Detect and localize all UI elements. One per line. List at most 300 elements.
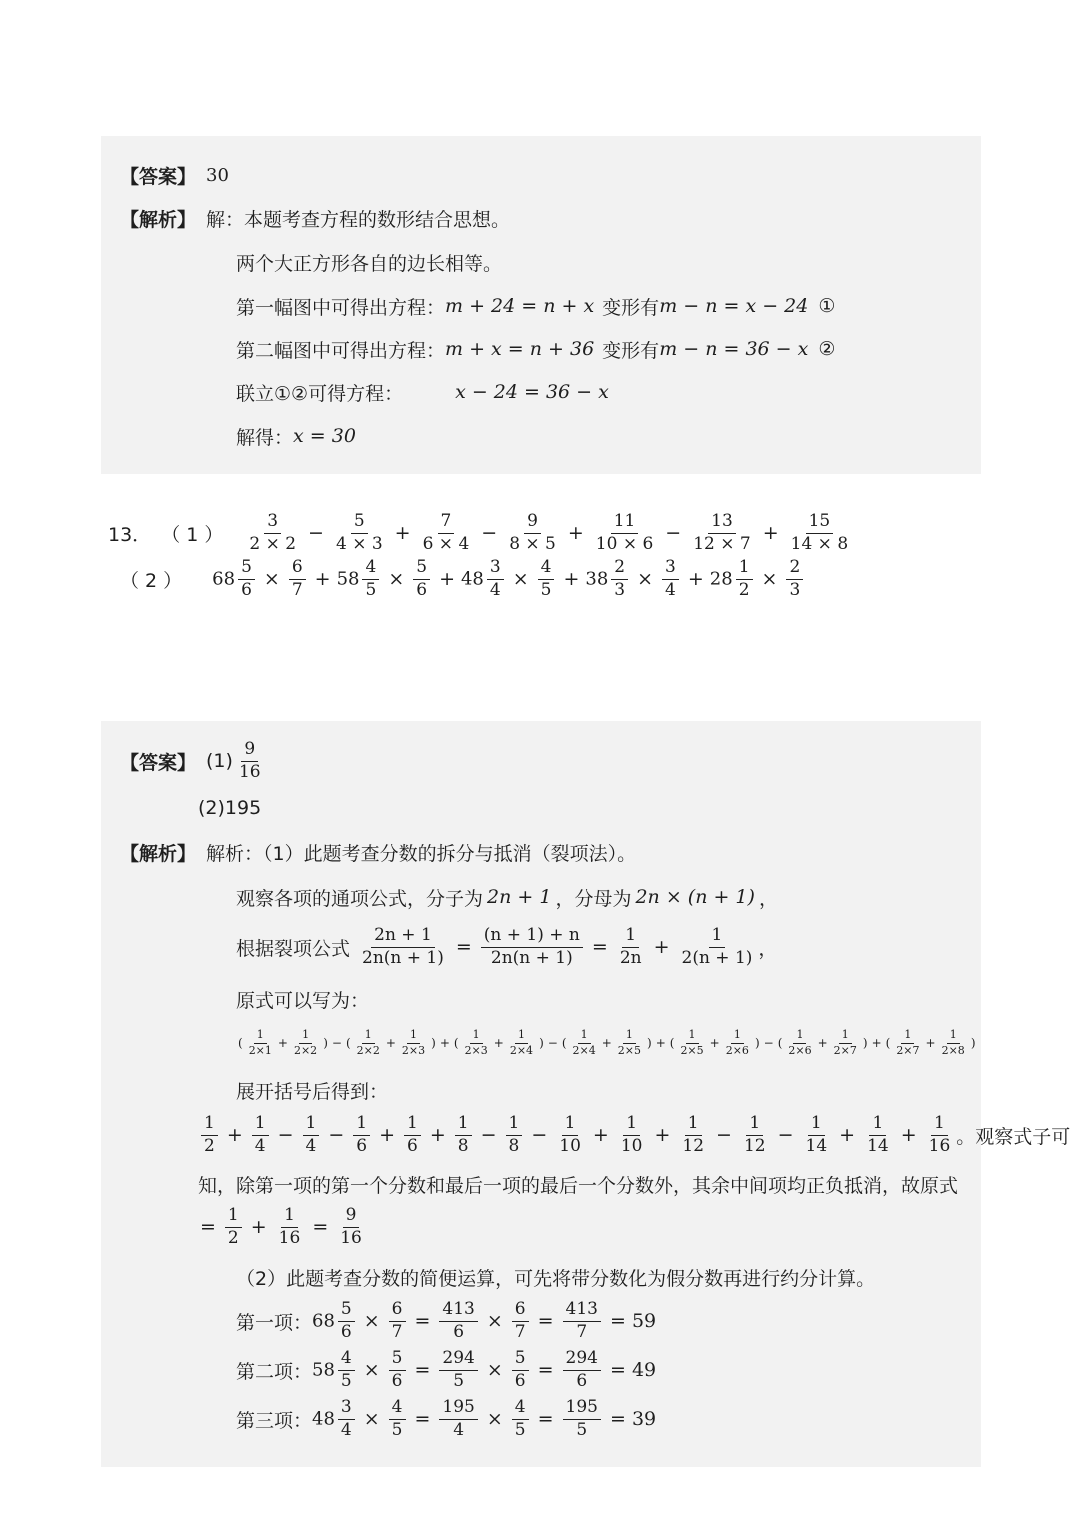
denominator: 14 <box>867 1135 889 1156</box>
expression <box>198 1114 956 1156</box>
operator: = <box>414 1309 431 1332</box>
operator: + <box>709 1035 720 1050</box>
denominator: 6 <box>576 1370 588 1391</box>
fraction <box>556 1114 584 1156</box>
fraction <box>506 512 559 554</box>
fraction <box>506 1114 523 1156</box>
denominator: 6 <box>514 1370 526 1391</box>
operator: = <box>414 1407 431 1430</box>
numerator: 1 <box>901 1029 914 1044</box>
numerator: 3 <box>662 558 679 580</box>
fraction <box>487 558 504 600</box>
expression <box>233 740 267 782</box>
rewrite-line <box>236 979 369 1019</box>
numerator: 1 <box>709 926 726 948</box>
numerator: 2n + 1 <box>371 926 435 948</box>
analysis-row <box>120 832 636 872</box>
denominator: 4 <box>254 1135 266 1156</box>
numerator: 3 <box>264 512 281 534</box>
fraction <box>690 512 754 554</box>
fraction <box>615 1029 644 1057</box>
operator: − <box>763 1035 774 1050</box>
denominator: 16 <box>928 1135 951 1156</box>
denominator: 8 × 5 <box>509 533 556 554</box>
denominator: 14 <box>805 1135 828 1156</box>
numerator: 1 <box>623 1029 636 1044</box>
operator: = 49 <box>610 1358 657 1381</box>
analysis-text: 变形有 <box>602 296 660 319</box>
whole-number: 38 <box>585 568 609 590</box>
whole-number: 58 <box>336 568 360 590</box>
analysis-text: 根据裂项公式 <box>236 937 351 960</box>
numerator: 5 <box>389 1349 406 1371</box>
fraction <box>679 1114 707 1156</box>
numerator: 1 <box>404 1114 421 1136</box>
operator: + <box>601 1035 612 1050</box>
operator: × <box>363 1358 380 1381</box>
numerator: 1 <box>622 926 639 948</box>
operator: + <box>226 1123 243 1146</box>
fraction <box>563 1300 601 1342</box>
analysis-text: ， <box>758 887 778 910</box>
denominator: 2×4 <box>572 1043 596 1057</box>
fraction <box>404 1114 421 1156</box>
operator: + <box>655 1035 666 1050</box>
expression <box>194 1206 368 1248</box>
operator: = <box>591 935 608 958</box>
analysis-label: 【解析】 <box>120 842 197 865</box>
numerator: 4 <box>538 558 555 580</box>
fraction <box>939 1029 968 1057</box>
analysis-text: 观察各项的通项公式，分子为 <box>236 887 484 910</box>
fraction <box>238 558 255 600</box>
fraction <box>507 1029 536 1057</box>
denominator: 7 <box>291 579 303 600</box>
fraction <box>563 1349 601 1391</box>
expression <box>312 1349 662 1391</box>
operator: + <box>493 1035 504 1050</box>
operator: + <box>817 1035 828 1050</box>
rewritten-line <box>236 1024 978 1062</box>
numerator: 1 <box>808 1114 825 1136</box>
fraction <box>786 558 803 600</box>
denominator: 2×5 <box>680 1043 704 1057</box>
denominator: 3 <box>614 579 626 600</box>
operator: × <box>486 1309 503 1332</box>
analysis-text: 第二幅图中可得出方程： <box>236 339 446 362</box>
fraction <box>512 1300 529 1342</box>
analysis-text: 原式可以写为： <box>236 989 370 1012</box>
operator: ( <box>561 1035 567 1050</box>
denominator: 10 <box>620 1135 643 1156</box>
operator: − <box>665 521 682 544</box>
operator: + <box>394 521 411 544</box>
denominator: 2×5 <box>617 1043 641 1057</box>
fraction <box>338 1349 355 1391</box>
equation: m + 24 = n + x <box>445 295 595 317</box>
denominator: 2 <box>738 579 750 600</box>
denominator: 2×2 <box>293 1043 318 1057</box>
numerator: 1 <box>470 1029 483 1044</box>
fraction <box>359 926 447 968</box>
numerator: 2 <box>786 558 803 580</box>
denominator: 7 <box>391 1321 403 1342</box>
denominator: 5 <box>576 1419 588 1440</box>
numerator: 1 <box>515 1029 528 1044</box>
fraction <box>593 512 657 554</box>
analysis-text: 两个大正方形各自的边长相等。 <box>236 252 503 275</box>
denominator: 4 <box>453 1419 465 1440</box>
denominator: 4 <box>665 579 676 600</box>
denominator: 16 <box>238 761 261 782</box>
fraction <box>512 1349 529 1391</box>
numerator: 1 <box>225 1206 242 1228</box>
denominator: 5 <box>514 1419 526 1440</box>
operator: ( <box>669 1035 675 1050</box>
numerator: 4 <box>512 1398 529 1420</box>
denominator: 6 <box>241 579 252 600</box>
operator: = <box>200 1215 216 1238</box>
fraction <box>538 558 555 600</box>
fraction <box>353 1114 370 1156</box>
numerator: 1 <box>947 1029 960 1044</box>
operator: + <box>250 1215 267 1238</box>
denominator: 2 × 2 <box>249 533 297 554</box>
denominator: 6 <box>391 1370 403 1391</box>
operator: + <box>563 567 580 590</box>
operator: + <box>687 567 704 590</box>
fraction <box>736 558 753 600</box>
operator: + <box>839 1123 856 1146</box>
analysis-line-2 <box>236 286 835 326</box>
denominator: 2×7 <box>833 1043 857 1057</box>
expression <box>312 1300 662 1342</box>
answer-row-2 <box>198 788 261 828</box>
answer-part-2: (2)195 <box>198 797 262 819</box>
whole-number: 48 <box>312 1408 335 1430</box>
denominator: 2 <box>204 1135 215 1156</box>
numerator: 9 <box>524 512 541 534</box>
denominator: 2n(n + 1) <box>362 947 444 968</box>
numerator: 1 <box>578 1029 591 1044</box>
operator: − <box>480 1123 497 1146</box>
denominator: 2×6 <box>725 1043 749 1057</box>
operator: = <box>537 1358 554 1381</box>
answer-label: 【答案】 <box>120 751 197 774</box>
fraction <box>289 558 306 600</box>
answer-row <box>120 740 267 782</box>
operator: = <box>455 935 472 958</box>
numerator: (n + 1) + n <box>481 926 583 948</box>
fraction <box>276 1206 304 1248</box>
fraction <box>303 1114 320 1156</box>
operator: + <box>277 1035 288 1050</box>
operator: ) <box>431 1035 436 1050</box>
operator: − <box>328 1123 345 1146</box>
numerator: 7 <box>438 512 455 534</box>
operator: + <box>385 1035 396 1050</box>
operator: ) <box>970 1035 976 1050</box>
fraction <box>831 1029 860 1057</box>
fraction <box>236 740 264 782</box>
whole-number: 48 <box>460 568 484 590</box>
numerator: 6 <box>512 1300 529 1322</box>
expression <box>356 926 758 968</box>
part-label: （ 2 ） <box>120 569 183 592</box>
numerator: 5 <box>351 512 368 534</box>
operator: − <box>308 521 324 544</box>
operator: ) <box>754 1035 760 1050</box>
numerator: 9 <box>343 1206 360 1228</box>
denominator: 14 × 8 <box>790 533 849 554</box>
numerator: 13 <box>708 512 736 534</box>
operator: ( <box>777 1035 783 1050</box>
equation: 2n + 1 <box>487 886 552 908</box>
equation: x − 24 = 36 − x <box>455 381 609 403</box>
denominator: 10 × 6 <box>595 533 654 554</box>
numerator: 1 <box>686 1029 699 1044</box>
fraction <box>926 1114 954 1156</box>
denominator: 6 <box>416 579 428 600</box>
analysis-text: 解得： <box>236 426 294 449</box>
operator: + <box>871 1035 882 1050</box>
numerator: 1 <box>254 1029 267 1044</box>
numerator: 1 <box>931 1114 948 1136</box>
fraction <box>785 1029 814 1057</box>
operator: ( <box>238 1035 243 1050</box>
fraction <box>354 1029 383 1057</box>
fraction <box>389 1398 406 1440</box>
numerator: 9 <box>241 740 258 762</box>
analysis-intro: 解析：（1）此题考查分数的拆分与抵消（裂项法）。 <box>206 842 637 865</box>
analysis-text: 联立①②可得方程： <box>236 382 404 405</box>
denominator: 2(n + 1) <box>681 947 753 968</box>
numerator: 1 <box>201 1114 218 1136</box>
operator: ) <box>323 1035 328 1050</box>
numerator: 11 <box>611 512 639 534</box>
expression <box>212 558 806 600</box>
term-2-line <box>236 1348 662 1392</box>
denominator: 2×1 <box>248 1043 272 1057</box>
result-line <box>194 1205 368 1249</box>
numerator: 1 <box>736 558 753 580</box>
analysis-text: 第一幅图中可得出方程： <box>236 296 446 319</box>
denominator: 5 <box>540 579 552 600</box>
denominator: 2n(n + 1) <box>490 947 573 968</box>
operator: = 39 <box>610 1407 657 1430</box>
cancel-line <box>198 1164 958 1204</box>
operator: × <box>761 567 778 590</box>
numerator: 5 <box>238 558 255 580</box>
numerator: 1 <box>455 1114 472 1136</box>
denominator: 8 <box>508 1135 520 1156</box>
denominator: 6 <box>453 1321 465 1342</box>
part-label: （ 1 ） <box>161 523 224 546</box>
numerator: 413 <box>439 1300 477 1322</box>
operator: × <box>363 1407 380 1430</box>
denominator: 8 <box>457 1135 469 1156</box>
operator: ) <box>862 1035 868 1050</box>
operator: + <box>592 1123 609 1146</box>
fraction <box>570 1029 599 1057</box>
denominator: 5 <box>391 1419 403 1440</box>
numerator: 1 <box>793 1029 806 1044</box>
fraction <box>246 512 299 554</box>
denominator: 6 <box>407 1135 418 1156</box>
term-label: 第二项： <box>236 1360 313 1383</box>
fraction <box>420 512 473 554</box>
denominator: 10 <box>559 1135 581 1156</box>
operator: − <box>531 1123 548 1146</box>
numerator: 1 <box>281 1206 298 1228</box>
operator: − <box>716 1123 732 1146</box>
fraction <box>563 1398 601 1440</box>
numerator: 1 <box>869 1114 886 1136</box>
operator: × <box>486 1358 503 1381</box>
operator: − <box>331 1035 342 1050</box>
fraction <box>617 926 645 968</box>
numerator: 6 <box>289 558 306 580</box>
denominator: 4 × 3 <box>335 533 383 554</box>
fraction <box>413 558 430 600</box>
operator: × <box>363 1309 380 1332</box>
operator: − <box>277 1123 294 1146</box>
operator: × <box>637 567 654 590</box>
fraction <box>512 1398 529 1440</box>
fraction <box>611 558 628 600</box>
expression <box>236 1029 978 1057</box>
numerator: 2 <box>611 558 628 580</box>
numerator: 5 <box>413 558 430 580</box>
denominator: 12 <box>682 1135 705 1156</box>
fraction <box>662 558 679 600</box>
analysis-text: 。观察式子可 <box>956 1125 1071 1148</box>
expand-line <box>236 1070 388 1110</box>
denominator: 2×8 <box>941 1043 965 1057</box>
numerator: 1 <box>685 1114 702 1136</box>
question-13-part-1 <box>108 512 854 554</box>
analysis-text: 知，除第一项的第一个分数和最后一项的最后一个分数外，其余中间项均正负抵消，故原式 <box>198 1174 959 1197</box>
equation: x = 30 <box>293 425 356 447</box>
whole-number: 58 <box>312 1359 335 1381</box>
operator: + <box>900 1123 917 1146</box>
fraction <box>723 1029 752 1057</box>
fraction <box>618 1114 646 1156</box>
analysis-text: ，分母为 <box>555 887 632 910</box>
fraction <box>333 512 386 554</box>
numerator: 195 <box>439 1398 477 1420</box>
fraction <box>439 1349 477 1391</box>
denominator: 4 <box>489 579 501 600</box>
fraction <box>439 1300 477 1342</box>
denominator: 2×3 <box>464 1043 488 1057</box>
analysis-text: ， <box>758 937 778 960</box>
operator: + <box>762 521 779 544</box>
fraction <box>788 512 852 554</box>
denominator: 2×7 <box>896 1043 920 1057</box>
denominator: 2×6 <box>788 1043 812 1057</box>
fraction <box>389 1349 406 1391</box>
numerator: 413 <box>563 1300 601 1322</box>
numerator: 15 <box>806 512 834 534</box>
operator: + <box>925 1035 936 1050</box>
numerator: 4 <box>338 1349 355 1371</box>
fraction <box>679 926 756 968</box>
denominator: 5 <box>453 1370 465 1391</box>
term-label: 第三项： <box>236 1409 313 1432</box>
operator: = <box>537 1309 554 1332</box>
operator: × <box>486 1407 503 1430</box>
denominator: 2n <box>619 947 642 968</box>
analysis-line-1 <box>236 242 502 282</box>
analysis-text: 展开括号后得到： <box>236 1080 389 1103</box>
denominator: 6 × 4 <box>422 533 470 554</box>
operator: − <box>547 1035 558 1050</box>
denominator: 4 <box>340 1419 352 1440</box>
equation: m − n = x − 24 <box>659 295 809 317</box>
operator: = <box>414 1358 431 1381</box>
operator: = <box>312 1215 329 1238</box>
term-3-line <box>236 1397 662 1441</box>
operator: + <box>653 935 670 958</box>
numerator: 1 <box>506 1114 523 1136</box>
answer-row <box>120 155 229 195</box>
denominator: 2 <box>227 1227 239 1248</box>
numerator: 5 <box>512 1349 529 1371</box>
operator: × <box>263 567 280 590</box>
fraction <box>462 1029 491 1057</box>
answer-part-1: (1) <box>206 750 233 772</box>
operator: + <box>654 1123 671 1146</box>
whole-number: 28 <box>709 568 733 590</box>
numerator: 1 <box>353 1114 370 1136</box>
denominator: 6 <box>340 1321 352 1342</box>
numerator: 1 <box>362 1029 375 1044</box>
numerator: 1 <box>731 1029 744 1044</box>
fraction <box>338 1300 355 1342</box>
fraction <box>201 1114 218 1156</box>
numerator: 1 <box>299 1029 312 1044</box>
numerator: 1 <box>252 1114 269 1136</box>
operator: − <box>481 521 498 544</box>
fraction <box>803 1114 831 1156</box>
operator: + <box>429 1123 446 1146</box>
part2-intro-line <box>236 1257 875 1297</box>
numerator: 5 <box>338 1300 355 1322</box>
analysis-intro: 解：本题考查方程的数形结合思想。 <box>206 208 511 231</box>
analysis-line-5 <box>236 416 356 456</box>
question-number: 13． <box>108 523 152 546</box>
term-label: 第一项： <box>236 1311 313 1334</box>
observation-line <box>236 877 778 917</box>
numerator: 1 <box>407 1029 420 1044</box>
operator: × <box>388 567 405 590</box>
denominator: 12 <box>743 1135 766 1156</box>
fraction <box>337 1206 365 1248</box>
denominator: 4 <box>305 1135 317 1156</box>
expression <box>312 1398 662 1440</box>
numerator: 4 <box>362 558 379 580</box>
operator: = 59 <box>610 1309 657 1332</box>
equation: 2n × (n + 1) <box>635 886 755 908</box>
operator: + <box>314 567 331 590</box>
numerator: 294 <box>439 1349 477 1371</box>
operator: ) <box>539 1035 544 1050</box>
fraction <box>864 1114 892 1156</box>
fraction <box>389 1300 406 1342</box>
operator: + <box>379 1123 395 1146</box>
denominator: 6 <box>356 1135 368 1156</box>
